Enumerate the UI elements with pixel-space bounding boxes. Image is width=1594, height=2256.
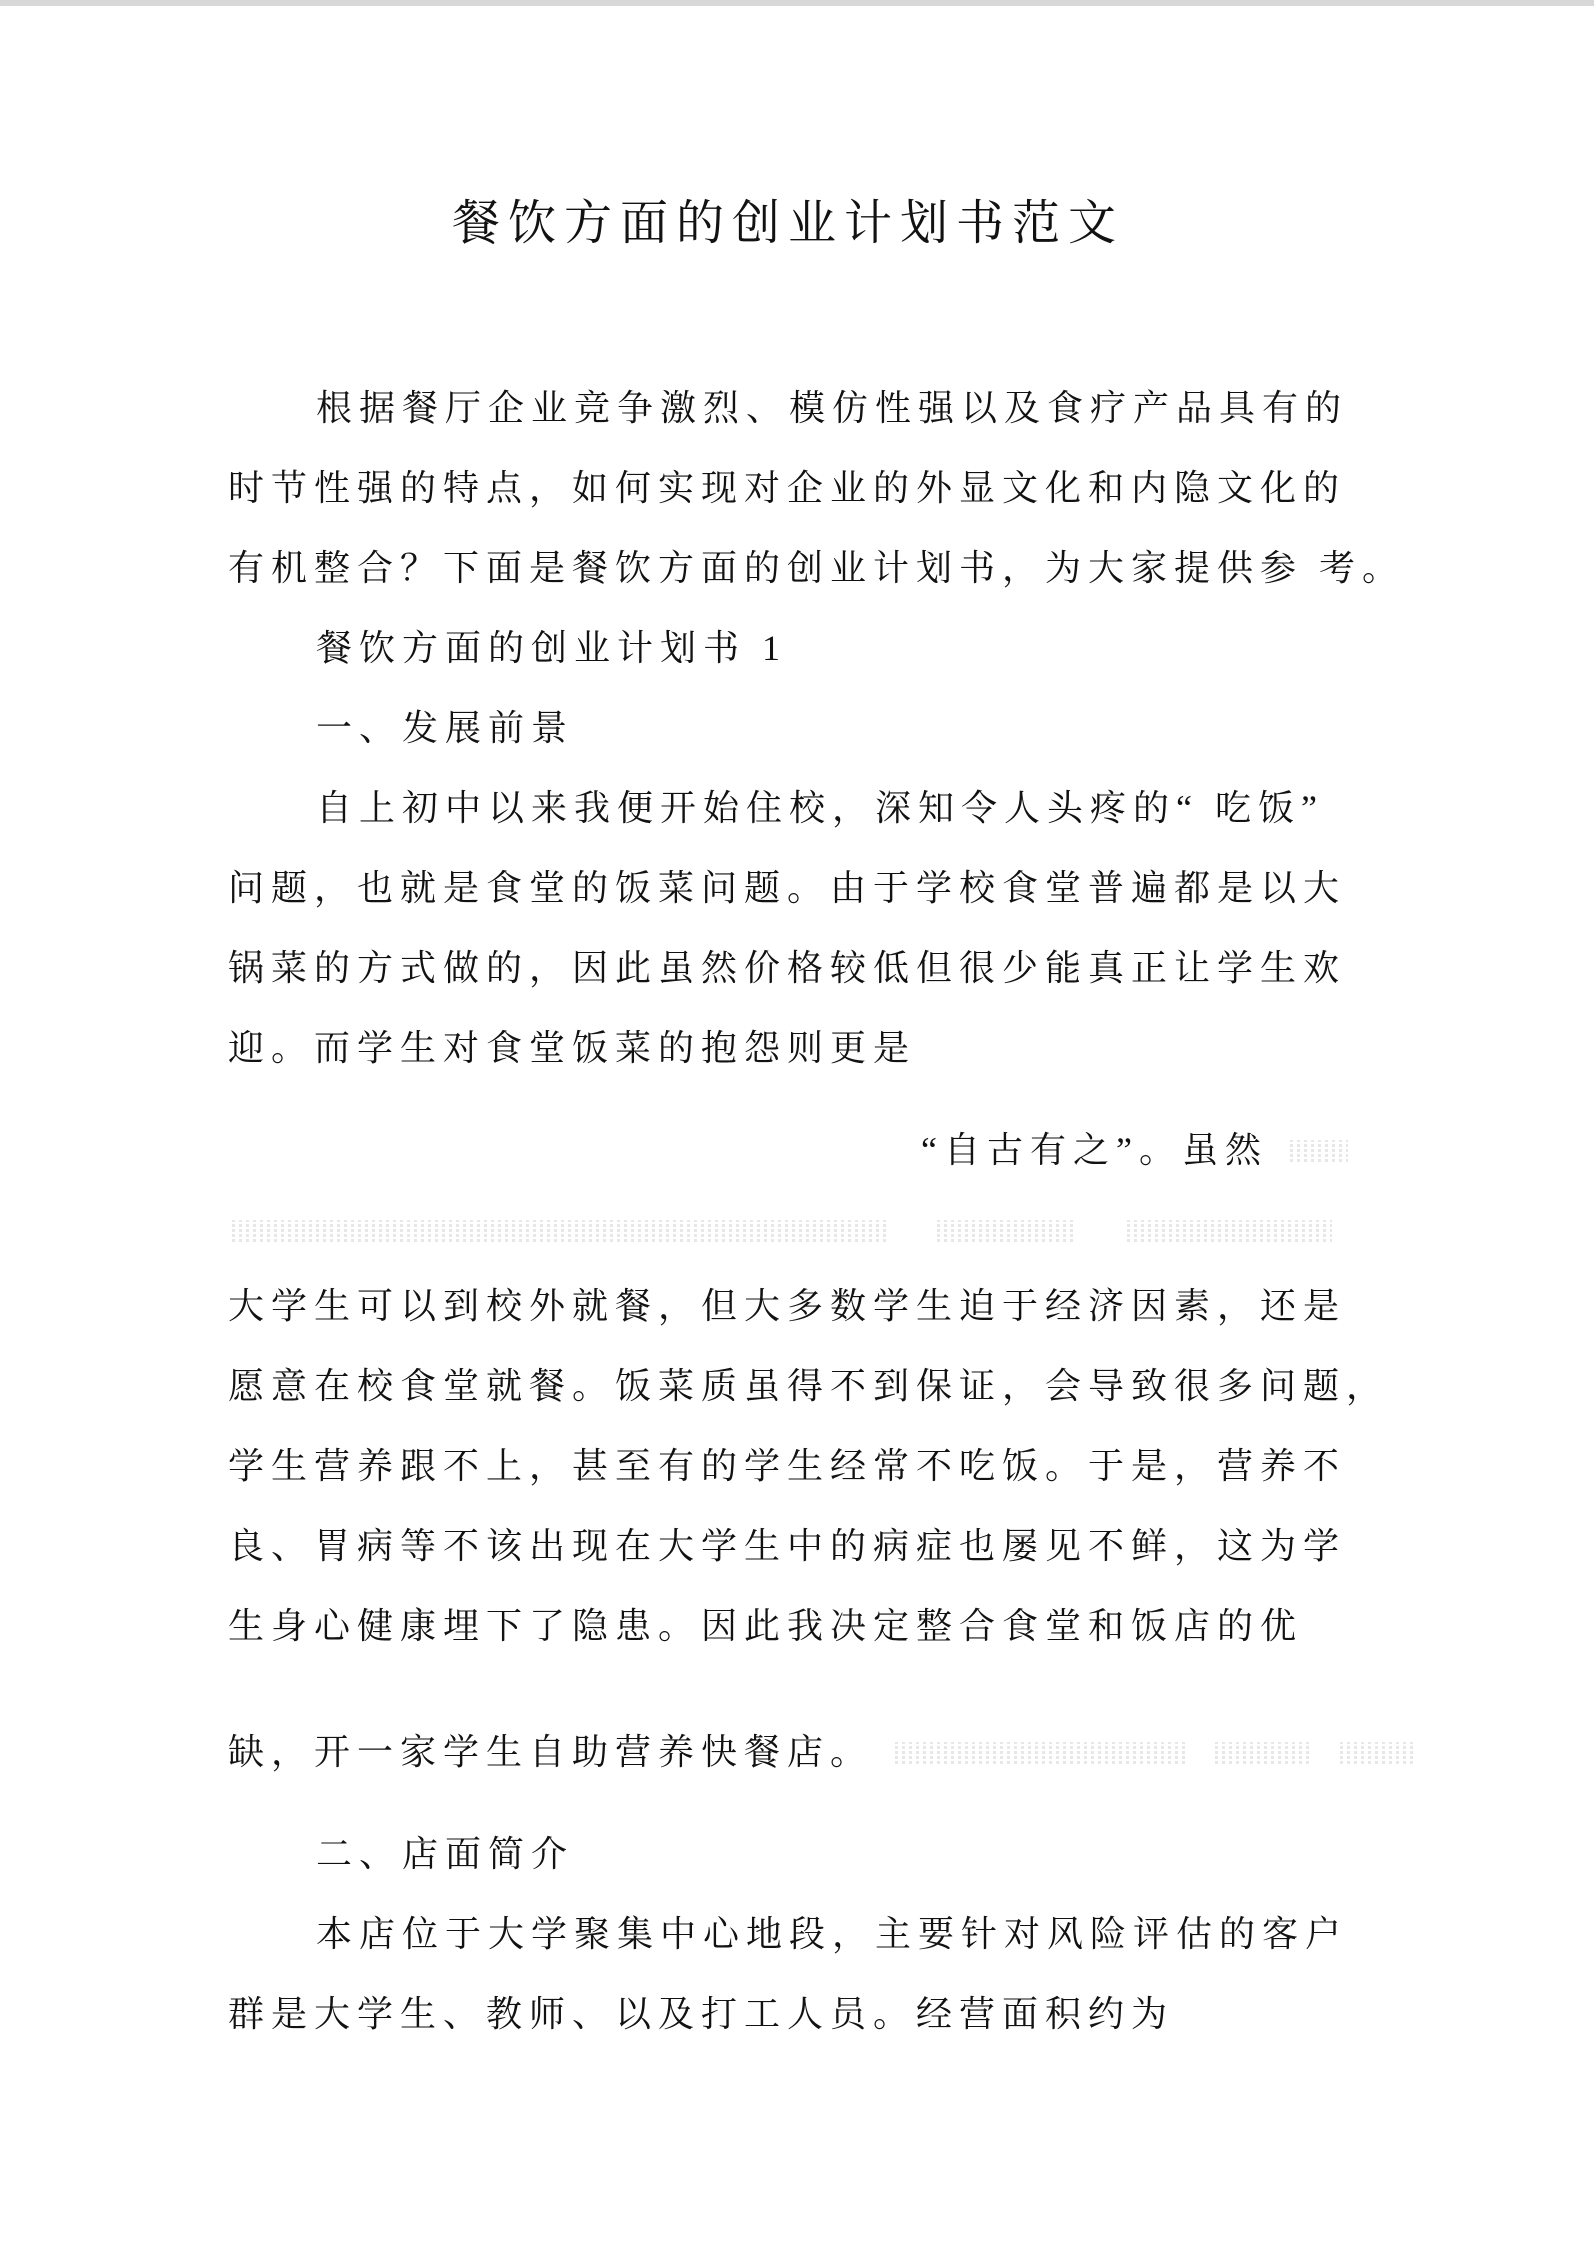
pullout-quote-line [228, 1110, 1348, 1190]
text-line: 自上初中以来我便开始住校，深知令人头疼的“ 吃饭” [316, 788, 1324, 828]
body-paragraph-1 [228, 768, 1348, 1088]
text-line: 良、胃病等不该出现在大学生中的病症也屡见不鲜，这为学 [228, 1526, 1347, 1566]
body-paragraph-2 [228, 1266, 1390, 1792]
heading-line: 二、店面简介 [316, 1834, 575, 1874]
faint-watermark-strip [1290, 1140, 1348, 1164]
heading-line: 一、发展前景 [316, 708, 575, 748]
text-line [228, 1712, 1348, 1792]
text-line: 学生营养跟不上，甚至有的学生经常不吃饭。于是，营养不 [228, 1446, 1347, 1486]
faint-watermark-strip [895, 1742, 1185, 1766]
text-line: 根据餐厅企业竞争激烈、模仿性强以及食疗产品具有的 [316, 388, 1349, 428]
text-line: 大学生可以到校外就餐，但大多数学生迫于经济因素，还是 [228, 1286, 1347, 1326]
text-line: 生身心健康埋下了隐患。因此我决定整合食堂和饭店的优 [228, 1606, 1304, 1646]
body-paragraph-3 [228, 1894, 1348, 2054]
faint-watermark-strip [1340, 1742, 1415, 1766]
subtitle-line: 餐饮方面的创业计划书 1 [316, 628, 788, 668]
page-title: 餐饮方面的创业计划书范文 [451, 197, 1124, 250]
faint-watermark-strip [232, 1220, 887, 1244]
text-line: 时节性强的特点，如何实现对企业的外显文化和内隐文化的 [228, 468, 1347, 508]
document-content [0, 6, 1594, 2054]
section-heading-2 [228, 1814, 1348, 1894]
text-line: 本店位于大学聚集中心地段，主要针对风险评估的客户 [316, 1914, 1349, 1954]
faint-watermark-strip [937, 1220, 1077, 1244]
faint-watermark-strip [1215, 1742, 1310, 1766]
text-line-text: 缺，开一家学生自助营养快餐店。 [228, 1732, 874, 1772]
pullout-quote-text: “自古有之”。虽然 [921, 1130, 1268, 1170]
faint-watermark-row [228, 1220, 1348, 1260]
text-line: 锅菜的方式做的，因此虽然价格较低但很少能真正让学生欢 [228, 948, 1347, 988]
intro-paragraph [228, 368, 1406, 608]
faint-watermark-strip [1127, 1220, 1332, 1244]
text-line: 问题，也就是食堂的饭菜问题。由于学校食堂普遍都是以大 [228, 868, 1347, 908]
text-line: 迎。而学生对食堂饭菜的抱怨则更是 [228, 1028, 917, 1068]
text-line: 群是大学生、教师、以及打工人员。经营面积约为 [228, 1994, 1175, 2034]
text-line: 愿意在校食堂就餐。饭菜质虽得不到保证，会导致很多问题， [228, 1366, 1390, 1406]
section-heading-1 [228, 688, 1348, 768]
subtitle-paragraph [228, 608, 1348, 688]
pullout-quote [228, 1110, 1348, 1190]
text-line: 有机整合？下面是餐饮方面的创业计划书，为大家提供参 考。 [228, 548, 1406, 588]
